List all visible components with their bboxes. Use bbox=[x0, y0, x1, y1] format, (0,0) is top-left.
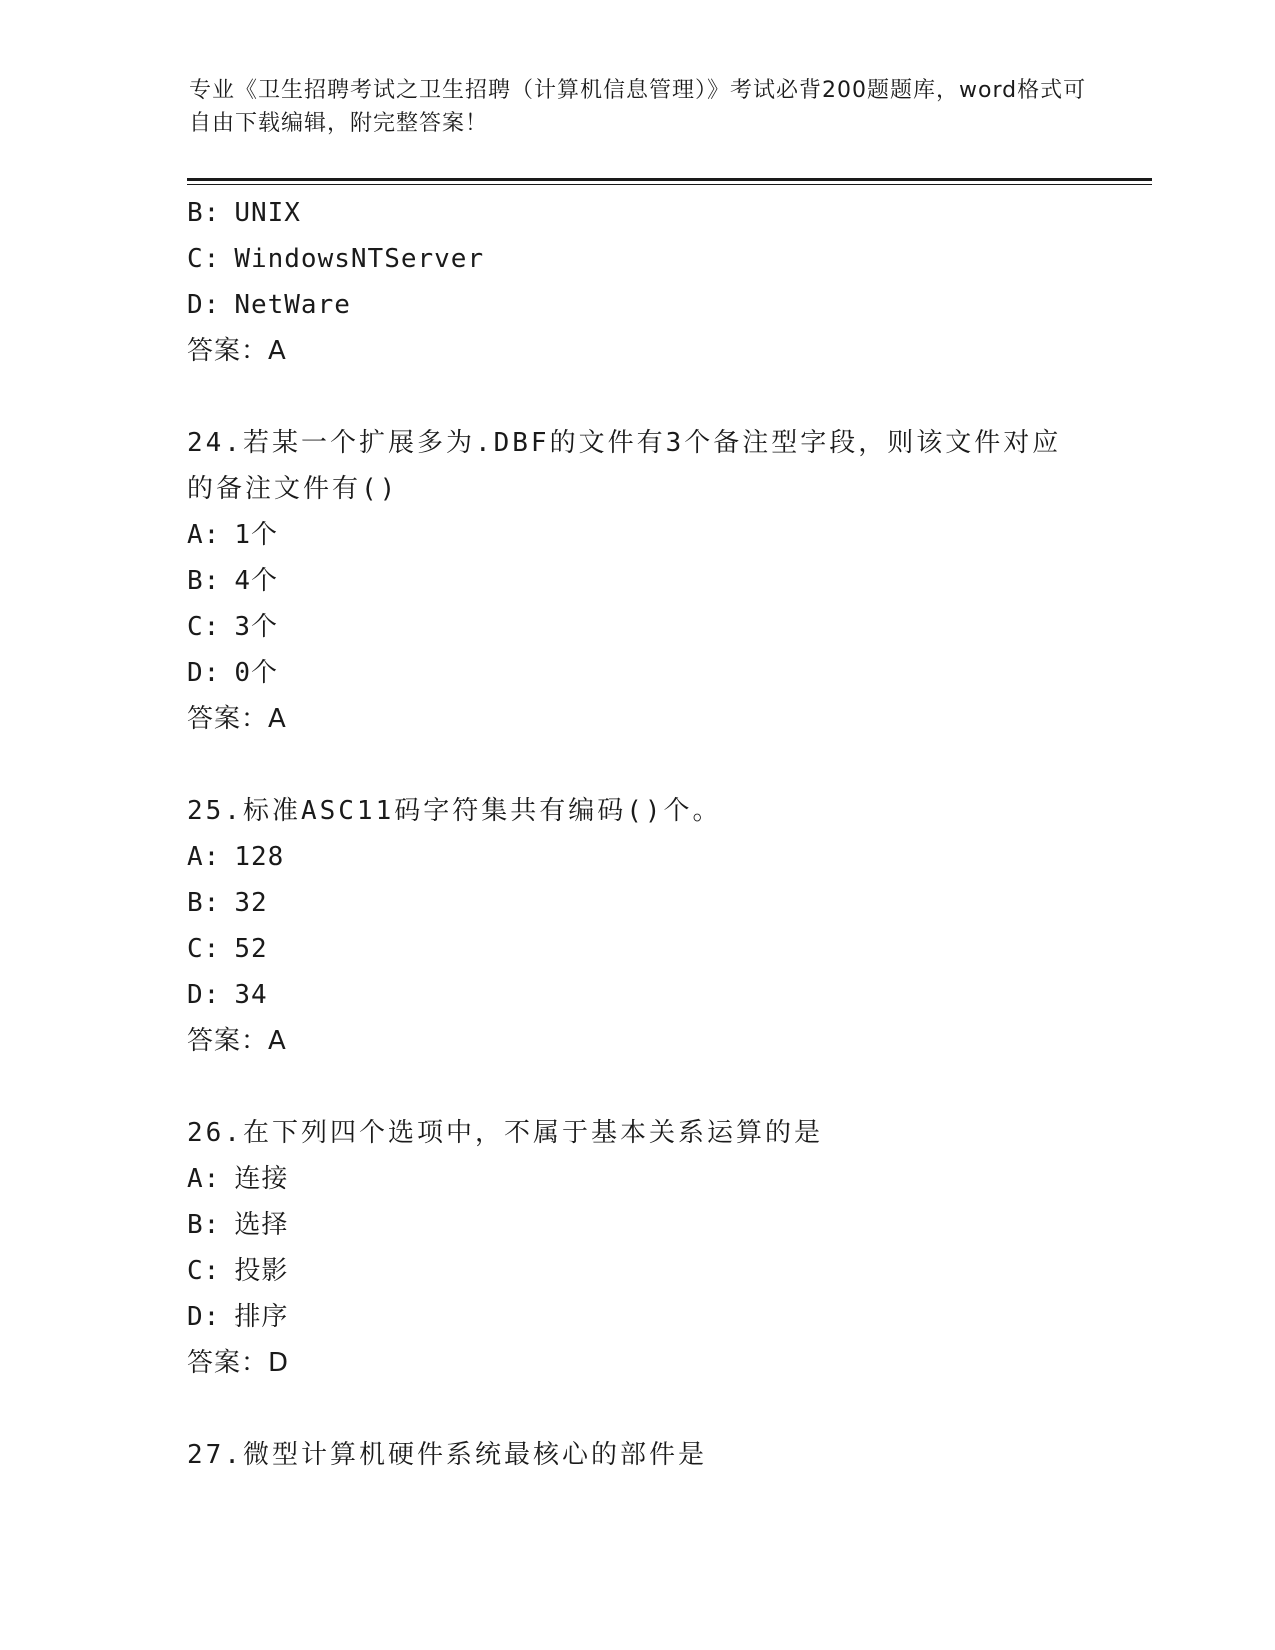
option-text: 0个 bbox=[234, 658, 278, 688]
option bbox=[187, 926, 1087, 972]
question-block bbox=[187, 1432, 1087, 1478]
option-text: 1个 bbox=[234, 520, 278, 550]
option bbox=[187, 604, 1087, 650]
option-letter: A: bbox=[187, 842, 221, 872]
question-list bbox=[187, 190, 1087, 1478]
option bbox=[187, 834, 1087, 880]
answer: 答案：A bbox=[187, 336, 287, 366]
option-text: 排序 bbox=[234, 1302, 289, 1332]
option bbox=[187, 558, 1087, 604]
question-text: 24.若某一个扩展多为.DBF的文件有3个备注型字段，则该文件对应的备注文件有() bbox=[187, 428, 1062, 504]
header-divider bbox=[187, 178, 1152, 181]
option-text: 34 bbox=[234, 980, 268, 1010]
option bbox=[187, 512, 1087, 558]
option-text: 32 bbox=[234, 888, 268, 918]
option bbox=[187, 236, 1087, 282]
option-text: WindowsNTServer bbox=[234, 244, 485, 274]
option bbox=[187, 650, 1087, 696]
option-letter: B: bbox=[187, 198, 221, 228]
question-block bbox=[187, 420, 1087, 742]
option-text: 4个 bbox=[234, 566, 278, 596]
option-text: 128 bbox=[234, 842, 285, 872]
partial-question bbox=[187, 190, 1087, 374]
option bbox=[187, 972, 1087, 1018]
option bbox=[187, 1248, 1087, 1294]
header-divider-thin bbox=[187, 184, 1152, 185]
option-letter: C: bbox=[187, 934, 221, 964]
option bbox=[187, 282, 1087, 328]
option-text: 选择 bbox=[234, 1210, 289, 1240]
option-letter: B: bbox=[187, 1210, 221, 1240]
option-letter: A: bbox=[187, 520, 221, 550]
question-text: 27.微型计算机硬件系统最核心的部件是 bbox=[187, 1440, 707, 1470]
option-letter: D: bbox=[187, 290, 221, 320]
option-text: 投影 bbox=[234, 1256, 289, 1286]
option bbox=[187, 190, 1087, 236]
option-letter: C: bbox=[187, 1256, 221, 1286]
option-letter: D: bbox=[187, 1302, 221, 1332]
option-letter: B: bbox=[187, 566, 221, 596]
option-letter: A: bbox=[187, 1164, 221, 1194]
option-text: 3个 bbox=[234, 612, 278, 642]
document-header: 专业《卫生招聘考试之卫生招聘（计算机信息管理）》考试必背200题题库，word格式可自由下载编辑，附完整答案！ bbox=[189, 78, 1087, 136]
option-letter: C: bbox=[187, 612, 221, 642]
option-text: UNIX bbox=[234, 198, 301, 228]
question-block bbox=[187, 1110, 1087, 1386]
answer: 答案：A bbox=[187, 704, 287, 734]
option-letter: D: bbox=[187, 980, 221, 1010]
option-text: 连接 bbox=[234, 1164, 289, 1194]
option bbox=[187, 880, 1087, 926]
option-text: NetWare bbox=[234, 290, 351, 320]
option bbox=[187, 1294, 1087, 1340]
option-letter: D: bbox=[187, 658, 221, 688]
question-text: 26.在下列四个选项中，不属于基本关系运算的是 bbox=[187, 1118, 823, 1148]
option bbox=[187, 1156, 1087, 1202]
option-letter: B: bbox=[187, 888, 221, 918]
answer: 答案：A bbox=[187, 1026, 287, 1056]
option-letter: C: bbox=[187, 244, 221, 274]
answer: 答案：D bbox=[187, 1348, 290, 1378]
question-block bbox=[187, 788, 1087, 1064]
option bbox=[187, 1202, 1087, 1248]
option-text: 52 bbox=[234, 934, 268, 964]
question-text: 25.标准ASC11码字符集共有编码()个。 bbox=[187, 796, 722, 826]
